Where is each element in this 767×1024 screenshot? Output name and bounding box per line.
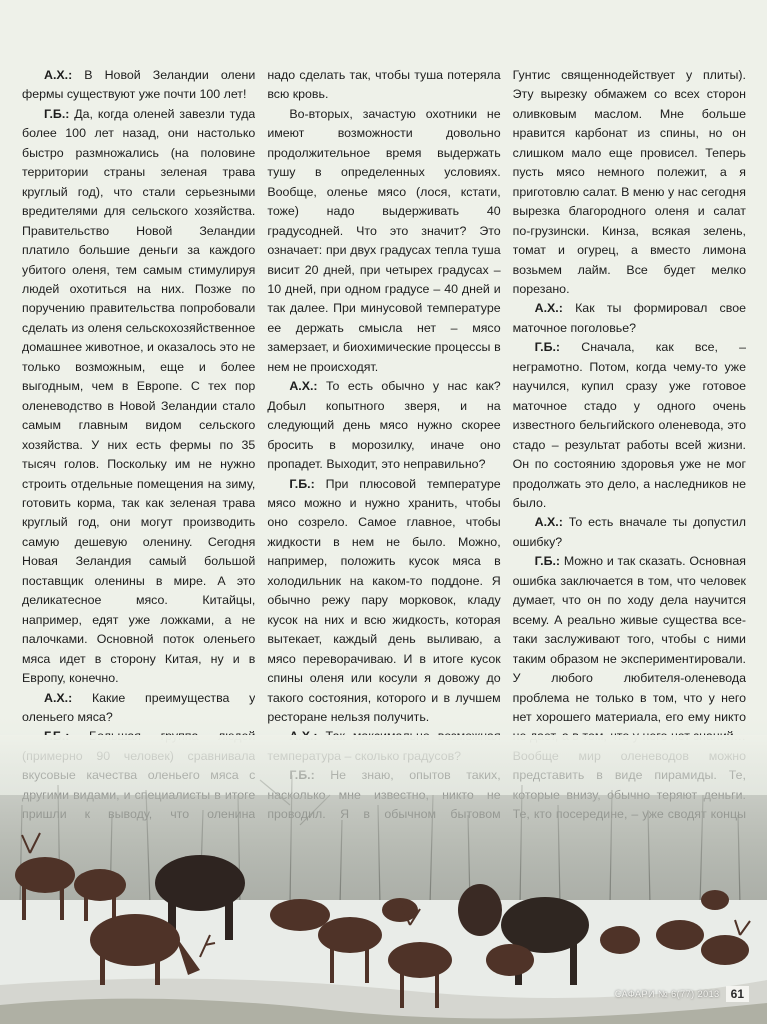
paragraph (267, 377, 500, 474)
paragraph-text: При плюсовой температуре мясо можно и нужно хранить, чтобы оно созрело. Самое главное, чтобы жидкости в нем не было. Можно, например, положить кусок мяса в холодильник на каком-то поддоне. Я обычно режу пару морковок, кладу кусок на них и всю жидкость, которая вытекает, каждый день выливаю, а мясо переворачиваю. И в итоге кусок спины оленя или косули я довожу до такого состояния, которого и в лучшем ресторане нельзя получить. (267, 476, 501, 724)
paragraph (22, 105, 255, 689)
winter-deer-photo (0, 735, 767, 1024)
speaker-label: А.Х.: (289, 379, 318, 394)
speaker-label: Г.Б.: (534, 340, 561, 355)
paragraph (513, 338, 746, 513)
paragraph (513, 66, 746, 299)
speaker-label: Г.Б.: (289, 476, 315, 491)
page-footer (615, 986, 749, 1002)
paragraph-text: То есть обычно у нас как? Добыл копытного зверя, и на следующий день мясо нужно скорее бросить в морозилку, иначе оно пропадет. Выходит, это неправильно? (267, 379, 501, 472)
page-number: 61 (726, 986, 749, 1002)
paragraph (267, 475, 500, 728)
paragraph-text: Сначала, как все, – неграмотно. Потом, когда чему-то уже научился, купил сразу уже готовое маточное стадо у одного очень известного бельгийского оленевода, это стадо – результат работы всей жизни. Он по состоянию здоровья уже не мог продолжать это дело, а наследников не было. (512, 340, 746, 510)
paragraph (267, 105, 500, 377)
article-body (22, 66, 746, 824)
deer-herd-illustration (0, 735, 767, 1024)
paragraph (267, 66, 500, 105)
paragraph-text: надо сделать так, чтобы туша потеряла всю кровь. (267, 68, 501, 102)
paragraph (22, 66, 255, 105)
speaker-label: А.Х.: (534, 515, 563, 530)
speaker-label: А.Х.: (534, 301, 563, 316)
paragraph-text: В Новой Зеландии олени фермы существуют уже почти 100 лет! (22, 68, 256, 102)
text-column-1 (22, 66, 255, 824)
paragraph-text: Да, когда оленей завезли туда более 100 лет назад, они настолько быстро размножались (на половине территории страны зеленая трава круглый год), что стали серьезными вредителями для сельского хозяйства. Правительство Новой Зеландии платило большие деньги за каждого убитого оленя, тем самым стимулируя людей охотиться на них. Позже по поручению правительства попробовали сделать из оленя сельскохозяйственное домашнее животное, и оказалось это не только возможным, еще и более выгодным, чем в Европе. С тех пор оленеводство в Новой Зеландии стало самым главным видом сельского хозяйства. У них есть фермы по 35 тысяч голов. Поскольку им не нужно строить отдельные помещения на зиму, готовить корма, так как зеленая трава круглый год, они могут производить самую дешевую оленину. Сегодня Новая Зеландия самый большой поставщик оленины в мире. А это деликатесное мясо. Китайцы, например, едят уже ложками, а не палочками. Основной поток оленьего мяса идет в сторону Китая, ну и в Европу, конечно. (22, 106, 256, 686)
paragraph (513, 513, 746, 552)
paragraph-text: Как ты формировал свое маточное поголовье? (512, 301, 746, 335)
paragraph-text: То есть вначале ты допустил ошибку? (512, 515, 746, 549)
text-column-2 (267, 66, 500, 824)
text-column-3 (513, 66, 746, 824)
speaker-label: Г.Б.: (44, 106, 70, 121)
paragraph (513, 299, 746, 338)
speaker-label: Г.Б.: (534, 554, 561, 569)
paragraph-text: Во-вторых, зачастую охотники не имеют возможности довольно продолжительное время выдержать тушу в определенных условиях. Вообще, оленье мясо (лося, кстати, тоже) надо выдерживать 40 градусодней. Что это значит? Это означает: при двух градусах тепла туша висит 20 дней, при четырех градусах – 10 дней, при одном градусе – 40 дней и так далее. При минусовой температуре ее держать смысла нет – мясо замерзает, и биохимические процессы в нем не происходят. (267, 106, 501, 374)
speaker-label: А.Х.: (44, 690, 73, 705)
paragraph-text: Какие преимущества у оленьего мяса? (22, 690, 256, 724)
speaker-label: А.Х.: (44, 68, 73, 82)
paragraph (22, 689, 255, 728)
paragraph-text: Гунтис священнодействует у плиты). Эту вырезку обмажем со всех сторон оливковым маслом. Мне больше нравится карбонат из спины, но он слишком мало еще провисел. Теперь пусть мясо немного полежит, а я приготовлю салат. В меню у нас сегодня вырезка благородного оленя и салат по-грузински. Кинза, всякая зелень, томат и огурец, а вместо лимона возьмем лайм. Все будет мелко порезано. (512, 68, 746, 296)
paragraph-text: Можно и так сказать. Основная ошибка заключается в том, что человек думает, что он по ходу дела научится всему. А реально живые существа все-таки заслуживают того, чтобы с ними таким образом не экспериментировали. У любого любителя-оленевода проблема не только в том, что у него нет хорошего материала, его ему никто (512, 554, 746, 724)
publication-label: САФАРИ № 6(77) 2013 (614, 989, 720, 999)
